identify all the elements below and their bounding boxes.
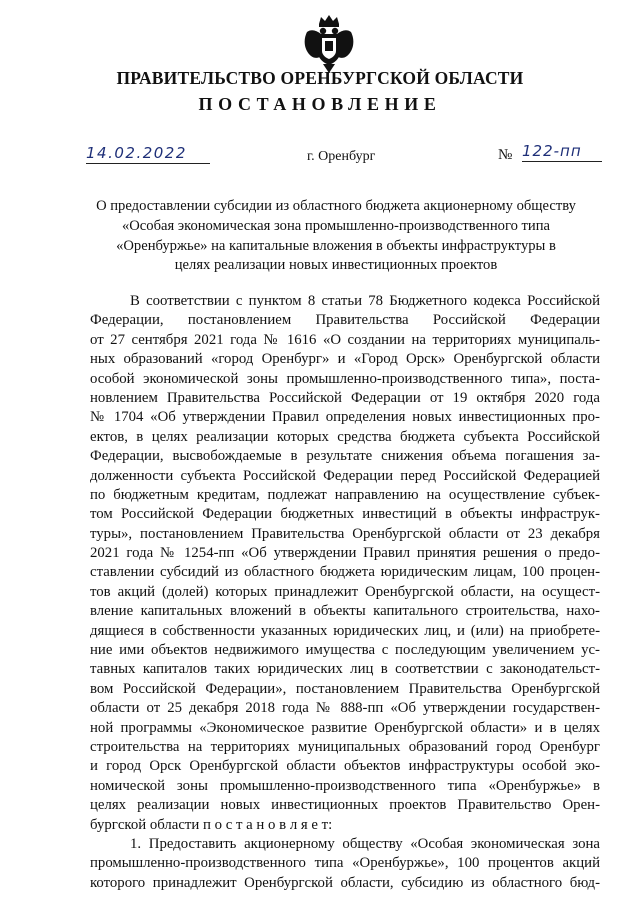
document-title xyxy=(86,197,586,276)
document-body xyxy=(90,292,600,893)
title-line: «Оренбуржье» на капитальные вложения в объекты инфраструктуры в xyxy=(116,237,556,254)
body-line: ной программы «Экономическое развитие Оренбургской области» и в целях xyxy=(90,719,600,736)
body-line: дящиеся в собственности указанных юридических лиц, и (или) на приобрете- xyxy=(90,622,600,639)
body-line: тавных капиталов таких юридических лиц в соответствии с законодательст- xyxy=(90,661,600,678)
body-line: Федерации, высвобождаемые в результате снижения объема погашения за- xyxy=(90,448,600,465)
document-type: ПОСТАНОВЛЕНИЕ xyxy=(198,94,442,114)
body-line: Федерации, постановлением Правительства Российской Федерации xyxy=(90,312,600,329)
title-line: «Особая экономическая зона промышленно-производственного типа xyxy=(121,217,551,234)
body-line: номической зоны промышленно-производственного типа «Оренбуржье» в xyxy=(90,777,600,794)
body-line: В соответствии с пунктом 8 статьи 78 Бюджетного кодекса Российской xyxy=(130,293,600,309)
document-number-label: № xyxy=(498,147,513,163)
body-line: новлением Правительства Российской Федерации от 19 октября 2020 года xyxy=(90,389,600,406)
title-line: целях реализации новых инвестиционных проектов xyxy=(174,257,498,274)
body-line: ектов, в целях реализации которых средства бюджета субъекта Российской xyxy=(90,428,600,445)
body-line: ние ими объектов недвижимого имущества с последующим увеличением ус- xyxy=(90,642,600,659)
body-line: бургской области п о с т а н о в л я е т: xyxy=(90,816,333,833)
body-line: вом Российской Федерации», постановлением Правительства Оренбургской xyxy=(90,680,600,697)
body-line: целях реализации новых инвестиционных проектов Правительство Орен- xyxy=(90,797,600,814)
body-line: по бюджетным кредитам, подлежат направлению на осуществление субъек- xyxy=(90,486,600,503)
body-line: 2021 года № 1254-пп «Об утверждении Правил принятия решения о предо- xyxy=(90,545,600,562)
body-line: особой экономической зоны промышленно-производственного типа», поста- xyxy=(90,370,600,387)
body-line: ставлении субсидий из областного бюджета юридическим лицам, 100 процен- xyxy=(90,564,600,581)
body-line: промышленно-производственного типа «Оренбуржье», 100 процентов акций xyxy=(90,855,600,872)
body-line: области от 25 декабря 2018 года № 888-пп «Об утверждении государствен- xyxy=(90,700,600,717)
coat-of-arms-icon xyxy=(301,14,357,74)
body-line: строительства на территориях муниципальных образований город Оренбург xyxy=(90,738,600,755)
document-date: 14.02.2022 xyxy=(86,144,210,164)
body-line: туры», постановлением Правительства Оренбургской области от 23 декабря xyxy=(90,525,600,542)
body-line: и город Орск Оренбургской области объектов инфраструктуры особой эко- xyxy=(90,758,600,775)
body-line: тов акций (долей) которых принадлежит Оренбургской области, на осущест- xyxy=(90,583,600,600)
body-line: от 27 сентября 2021 года № 1616 «О создании на территориях муниципаль- xyxy=(90,331,600,348)
document-city: г. Оренбург xyxy=(307,149,376,164)
body-line: долженности субъекта Российской Федерации перед Российской Федерацией xyxy=(90,467,600,484)
body-line: том Российской Федерации бюджетных инвестиций в объекты инфраструк- xyxy=(90,506,600,523)
body-line: которого принадлежит Оренбургской области, субсидию из областного бюд- xyxy=(90,874,600,891)
title-line: О предоставлении субсидии из областного бюджета акционерному обществу xyxy=(96,198,576,214)
document-number: 122-пп xyxy=(522,142,602,162)
body-line: вление капитальных вложений в объекты капитального строительства, нахо- xyxy=(90,603,600,620)
body-line: № 1704 «Об утверждении Правил определения новых инвестиционных про- xyxy=(90,409,600,426)
body-line: ных образований «город Оренбург» и «Город Орск» Оренбургской области xyxy=(90,351,600,368)
body-line: 1. Предоставить акционерному обществу «Особая экономическая зона xyxy=(130,835,600,852)
organization-name: ПРАВИТЕЛЬСТВО ОРЕНБУРГСКОЙ ОБЛАСТИ xyxy=(116,68,524,88)
